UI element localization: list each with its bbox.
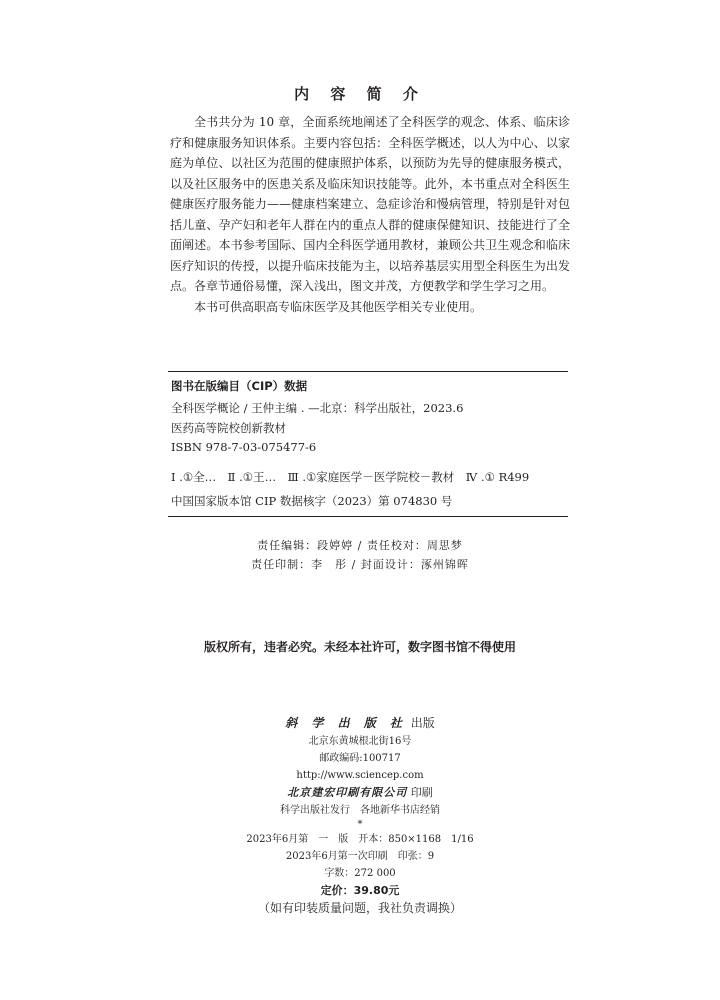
publisher-url: http://www.sciencep.com [296, 770, 424, 781]
editorial-credits [0, 536, 720, 574]
printer-name: 北京建宏印刷有限公司 [287, 786, 408, 799]
rights-statement: 版权所有，违者必究。未经本社许可，数字图书馆不得使用 [203, 640, 516, 654]
printing-info: 2023年6月第一次印刷 印张：9 [285, 851, 435, 862]
word-count: 字数：272 000 [324, 868, 396, 879]
cip-line: 全科医学概论 / 王仲主编 . —北京：科学出版社，2023.6 [171, 401, 464, 415]
intro-title: 内 容 简 介 [294, 85, 426, 103]
quality-notice: （如有印装质量问题，我社负责调换） [257, 901, 462, 915]
intro-paragraph: 本书可供高职高专临床医学及其他医学相关专业使用。 [194, 299, 483, 314]
cip-line: 医药高等院校创新教材 [171, 420, 286, 435]
edition-info: 2023年6月第 一 版 开本：850×1168 1/16 [246, 834, 474, 845]
cip-record: 中国国家版本馆 CIP 数据核字（2023）第 074830 号 [171, 493, 453, 508]
publisher-name: 斜 学 出 版 社 [285, 716, 407, 730]
price: 定价：39.80元 [320, 884, 400, 897]
printer-suffix: 印刷 [410, 786, 433, 799]
cip-line: ISBN 978-7-03-075477-6 [171, 440, 317, 454]
cip-classification: Ⅰ .①全… Ⅱ .①王… Ⅲ .①家庭医学－医学院校－教材 Ⅳ .① R499 [171, 469, 530, 484]
colophon [0, 714, 720, 917]
intro-body [170, 112, 570, 317]
distribution: 科学出版社发行 各地新华书店经销 [280, 805, 440, 816]
cip-bottom-rule [168, 516, 568, 517]
printer-line [0, 784, 720, 802]
credits-line: 责任编辑：段婷婷 / 责任校对：周思梦 [257, 539, 463, 552]
publisher-line [0, 714, 720, 733]
cip-heading: 图书在版编目（CIP）数据 [171, 379, 308, 393]
publisher-postcode: 邮政编码:100717 [319, 753, 401, 764]
cip-block [168, 371, 568, 517]
credits-line: 责任印制：李 彤 / 封面设计：涿州锦晖 [251, 558, 469, 571]
star-divider: * [357, 819, 363, 830]
intro-paragraph: 全书共分为 10 章，全面系统地阐述了全科医学的观念、体系、临床诊疗和健康服务知识体系。主要内容包括：全科医学概述，以人为中心、以家庭为单位、以社区为范围的健康照护体系，以预防为先导的健康服务模式，以及社区服务中的医患关系及临床知识技能等。此外，本书重点对全科医生健康医疗服务能力——健康档案建立、急症诊治和慢病管理，特别是针对包括儿童、孕产妇和老年人群在内的重点人群的健康保健知识、技能进行了全面阐述。本书参考国际、国内全科医学通用教材，兼顾公共卫生观念和临床医疗知识的传授，以提升临床技能为主，以培养基层实用型全科医生为出发点。各章节通俗易懂，深入浅出，图文并茂，方便教学和学生学习之用。 [170, 115, 570, 293]
publisher-suffix: 出版 [410, 716, 435, 730]
publisher-address: 北京东黄城根北街16号 [308, 736, 412, 747]
